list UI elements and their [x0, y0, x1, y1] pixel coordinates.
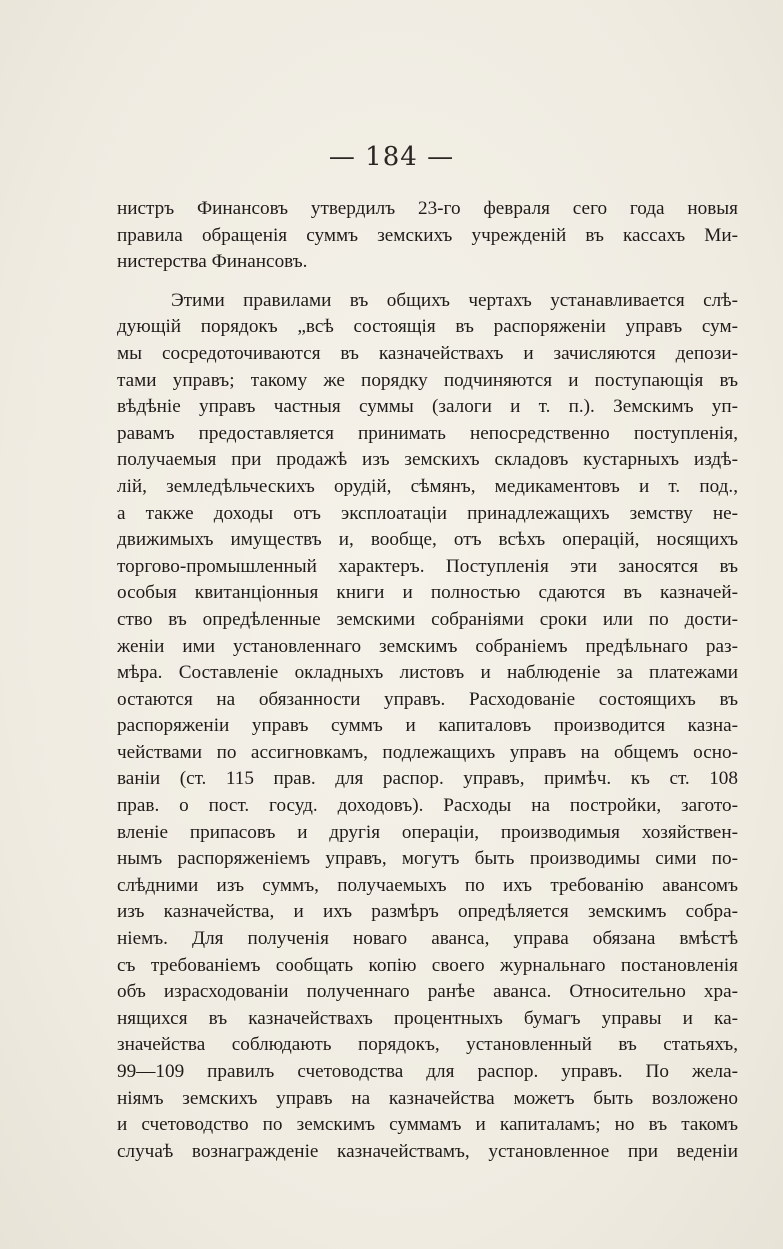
text-line: слѣдними изъ суммъ, получаемыхъ по ихъ требованію авансомъ — [117, 874, 738, 896]
text-line: значейства соблюдають порядокъ, установленный въ статьяхъ, — [117, 1034, 738, 1056]
text-line: вѣдѣніе управъ частныя суммы (залоги и т. п.). Земскимъ уп- — [117, 396, 738, 418]
text-line: ніемъ. Для полученія новаго аванса, управа обязана вмѣстѣ — [117, 928, 738, 950]
text-line: получаемыя при продажѣ изъ земскихъ складовъ кустарныхъ издѣ- — [117, 449, 738, 471]
text-line: движимыхъ имуществъ и, вообще, отъ всѣхъ операцій, носящихъ — [117, 529, 738, 551]
text-line: правила обращенія суммъ земскихъ учрежденій въ кассахъ Ми- — [117, 224, 738, 246]
text-line: 99—109 правилъ счетоводства для распор. управъ. По жела- — [117, 1061, 738, 1082]
body-text — [117, 196, 738, 1165]
text-line: ство въ опредѣленные земскими собраніями сроки или по дости- — [117, 608, 738, 630]
text-line: ваніи (ст. 115 прав. для распор. управъ, примѣч. къ ст. 108 — [117, 768, 738, 790]
text-line: объ израсходованіи полученнаго ранѣе аванса. Относительно хра- — [117, 981, 738, 1003]
text-line: прав. о пост. госуд. доходовъ). Расходы на постройки, загото- — [117, 795, 738, 817]
text-line: распоряженіи управъ суммъ и капиталовъ производится казна- — [117, 715, 738, 737]
text-line: чействами по ассигновкамъ, подлежащихъ управъ на общемъ осно- — [117, 741, 738, 763]
text-line: тами управъ; такому же порядку подчиняются и поступающія въ — [117, 369, 738, 391]
text-line: вленіе припасовъ и другія операціи, производимыя хозяйствен- — [117, 821, 738, 843]
text-line: торгово-промышленный характеръ. Поступленія эти заносятся въ — [117, 555, 738, 577]
text-line: равамъ предоставляется принимать непосредственно поступленія, — [117, 422, 738, 444]
text-line: нымъ распоряженіемъ управъ, могутъ быть производимы сими по- — [117, 848, 738, 870]
paragraph-2 — [117, 288, 738, 1166]
text-line: ніямъ земскихъ управъ на казначейства можетъ быть возложено — [117, 1087, 738, 1109]
text-line: и счетоводство по земскимъ суммамъ и капиталамъ; но въ такомъ — [117, 1114, 738, 1136]
text-line: лій, земледѣльческихъ орудій, сѣмянъ, медикаментовъ и т. под., — [117, 475, 738, 497]
text-line: мы сосредоточиваются въ казначействахъ и зачисляются депози- — [117, 342, 738, 364]
paragraph-1 — [117, 196, 738, 276]
text-line: остаются на обязанности управъ. Расходованіе состоящихъ въ — [117, 688, 738, 710]
text-line: Этими правилами въ общихъ чертахъ устанавливается слѣ- — [171, 289, 738, 311]
text-line: изъ казначейства, и ихъ размѣръ опредѣляется земскимъ собра- — [117, 901, 738, 923]
text-line: дующій порядокъ „всѣ состоящія въ распоряженіи управъ сум- — [117, 316, 738, 338]
text-line: особыя квитанціонныя книги и полностью сдаются въ казначей- — [117, 582, 738, 604]
text-line: нистерства Финансовъ. — [117, 251, 308, 273]
text-line: случаѣ вознагражденіе казначействамъ, установленное при веденіи — [117, 1140, 738, 1162]
text-line: а также доходы отъ эксплоатаціи принадлежащихъ земству не- — [117, 502, 738, 524]
text-line: женіи ими установленнаго земскимъ собраніемъ предѣльнаго раз- — [117, 635, 738, 657]
text-line: съ требованіемъ сообщать копію своего журнальнаго постановленія — [117, 954, 738, 976]
text-line: мѣра. Составленіе окладныхъ листовъ и наблюденіе за платежами — [117, 662, 738, 684]
text-line: нящихся въ казначействахъ процентныхъ бумагъ управы и ка- — [117, 1007, 738, 1029]
text-line: нистръ Финансовъ утвердилъ 23-го февраля сего года новыя — [117, 198, 738, 219]
page-number: — 184 — — [328, 142, 455, 172]
